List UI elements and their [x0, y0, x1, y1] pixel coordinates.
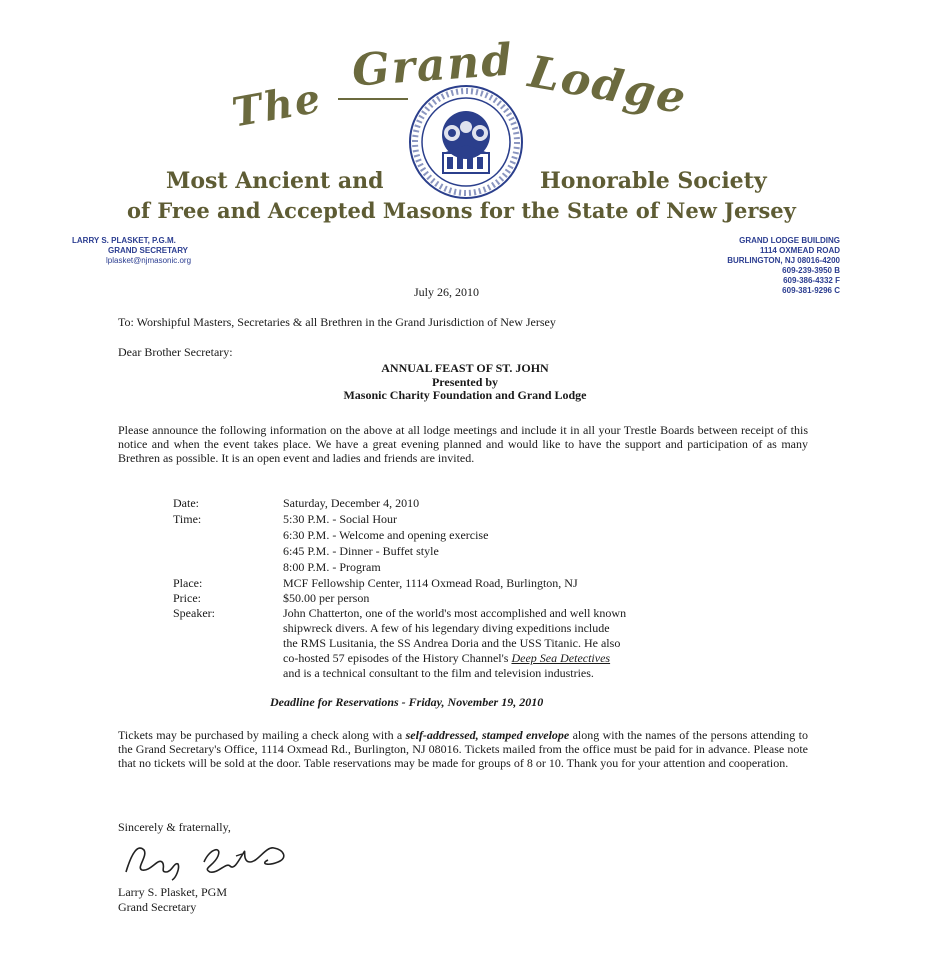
street-address: 1114 OXMEAD ROAD: [759, 246, 840, 255]
salutation: Dear Brother Secretary:: [118, 345, 233, 359]
subtitle-line2: of Free and Accepted Masons for the State of New Jersey: [127, 198, 796, 223]
phone-business: 609-239-3950 B: [782, 266, 840, 275]
letterhead-title-the: The: [228, 74, 326, 137]
heading-title: ANNUAL FEAST OF ST. JOHN: [381, 361, 549, 375]
subtitle-left: Most Ancient and: [166, 168, 384, 194]
date-label: Date:: [173, 496, 199, 510]
phone-fax: 609-386-4332 F: [783, 276, 840, 285]
event-heading: [200, 361, 730, 403]
title-underline: [338, 98, 408, 100]
place-value: MCF Fellowship Center, 1114 Oxmead Road, Burlington, NJ: [283, 576, 578, 590]
letterhead-title-lodge: Lodge: [524, 46, 692, 125]
signer-name: Larry S. Plasket, PGM: [118, 885, 227, 899]
letterhead-title-grand: Grand: [350, 34, 516, 97]
building-name: GRAND LODGE BUILDING: [739, 236, 840, 245]
speaker-line-4: [283, 651, 610, 666]
place-label: Place:: [173, 576, 203, 590]
speaker-line-3: the RMS Lusitania, the SS Andrea Doria and the USS Titanic. He also: [283, 636, 621, 650]
letter-date: July 26, 2010: [414, 285, 480, 299]
speaker-line-5: and is a technical consultant to the film and television industries.: [283, 666, 594, 680]
subtitle-right: Honorable Society: [540, 168, 767, 194]
left-contact-block: [72, 236, 282, 266]
date-value: Saturday, December 4, 2010: [283, 496, 420, 510]
contact-email[interactable]: lplasket@njmasonic.org: [106, 256, 192, 265]
price-value: $50.00 per person: [283, 591, 370, 605]
to-line: To: Worshipful Masters, Secretaries & all Brethren in the Grand Jurisdiction of New Jersey: [118, 315, 556, 329]
speaker-line-4-text: co-hosted 57 episodes of the History Channel's: [283, 651, 512, 665]
closing: Sincerely & fraternally,: [118, 820, 231, 834]
tickets-text-1: Tickets may be purchased by mailing a check along with a: [118, 728, 406, 742]
heading-presenters: Masonic Charity Foundation and Grand Lodge: [343, 388, 587, 402]
right-contact-block: [640, 236, 840, 296]
price-label: Price:: [173, 591, 201, 605]
heading-presented-by: Presented by: [431, 375, 499, 389]
handwritten-signature: [118, 832, 308, 882]
phone-cell: 609-381-9296 C: [782, 286, 840, 295]
reservation-deadline: Deadline for Reservations - Friday, November 19, 2010: [270, 695, 544, 709]
time-dinner: 6:45 P.M. - Dinner - Buffet style: [283, 544, 439, 558]
tickets-paragraph: [118, 728, 808, 770]
speaker-label: Speaker:: [173, 606, 215, 620]
contact-name: LARRY S. PLASKET, P.G.M.: [72, 236, 176, 245]
speaker-line-2: shipwreck divers. A few of his legendary diving expeditions include: [283, 621, 610, 635]
time-welcome: 6:30 P.M. - Welcome and opening exercise: [283, 528, 489, 542]
contact-role: GRAND SECRETARY: [108, 246, 189, 255]
show-title: Deep Sea Detectives: [511, 651, 611, 665]
speaker-line-1: John Chatterton, one of the world's most accomplished and well known: [283, 606, 627, 620]
tickets-text-2: along with the names of the persons attending to the Grand Secretary's Office, 1114 Oxmead Rd., Burlington, NJ 08016. Tickets mailed from the office must be paid for in advance. Please note that no tickets will be sold at the door. Table reservations may be made for groups of 8 or 10. Thank you for your attention and cooperation.: [118, 728, 808, 770]
tickets-emphasis: self-addressed, stamped envelope: [405, 728, 570, 742]
time-program: 8:00 P.M. - Program: [283, 560, 381, 574]
signer-title: Grand Secretary: [118, 900, 197, 914]
time-label: Time:: [173, 512, 202, 526]
grand-lodge-seal: [407, 83, 525, 201]
intro-paragraph: Please announce the following information on the above at all lodge meetings and include it in all your Trestle Boards between receipt of this notice and when the event takes place. We have a great evening planned and would like to have the support and participation of as many Brethren as possible. It is an open event and ladies and friends are invited.: [118, 423, 808, 465]
time-social-hour: 5:30 P.M. - Social Hour: [283, 512, 397, 526]
city-address: BURLINGTON, NJ 08016-4200: [727, 256, 840, 265]
